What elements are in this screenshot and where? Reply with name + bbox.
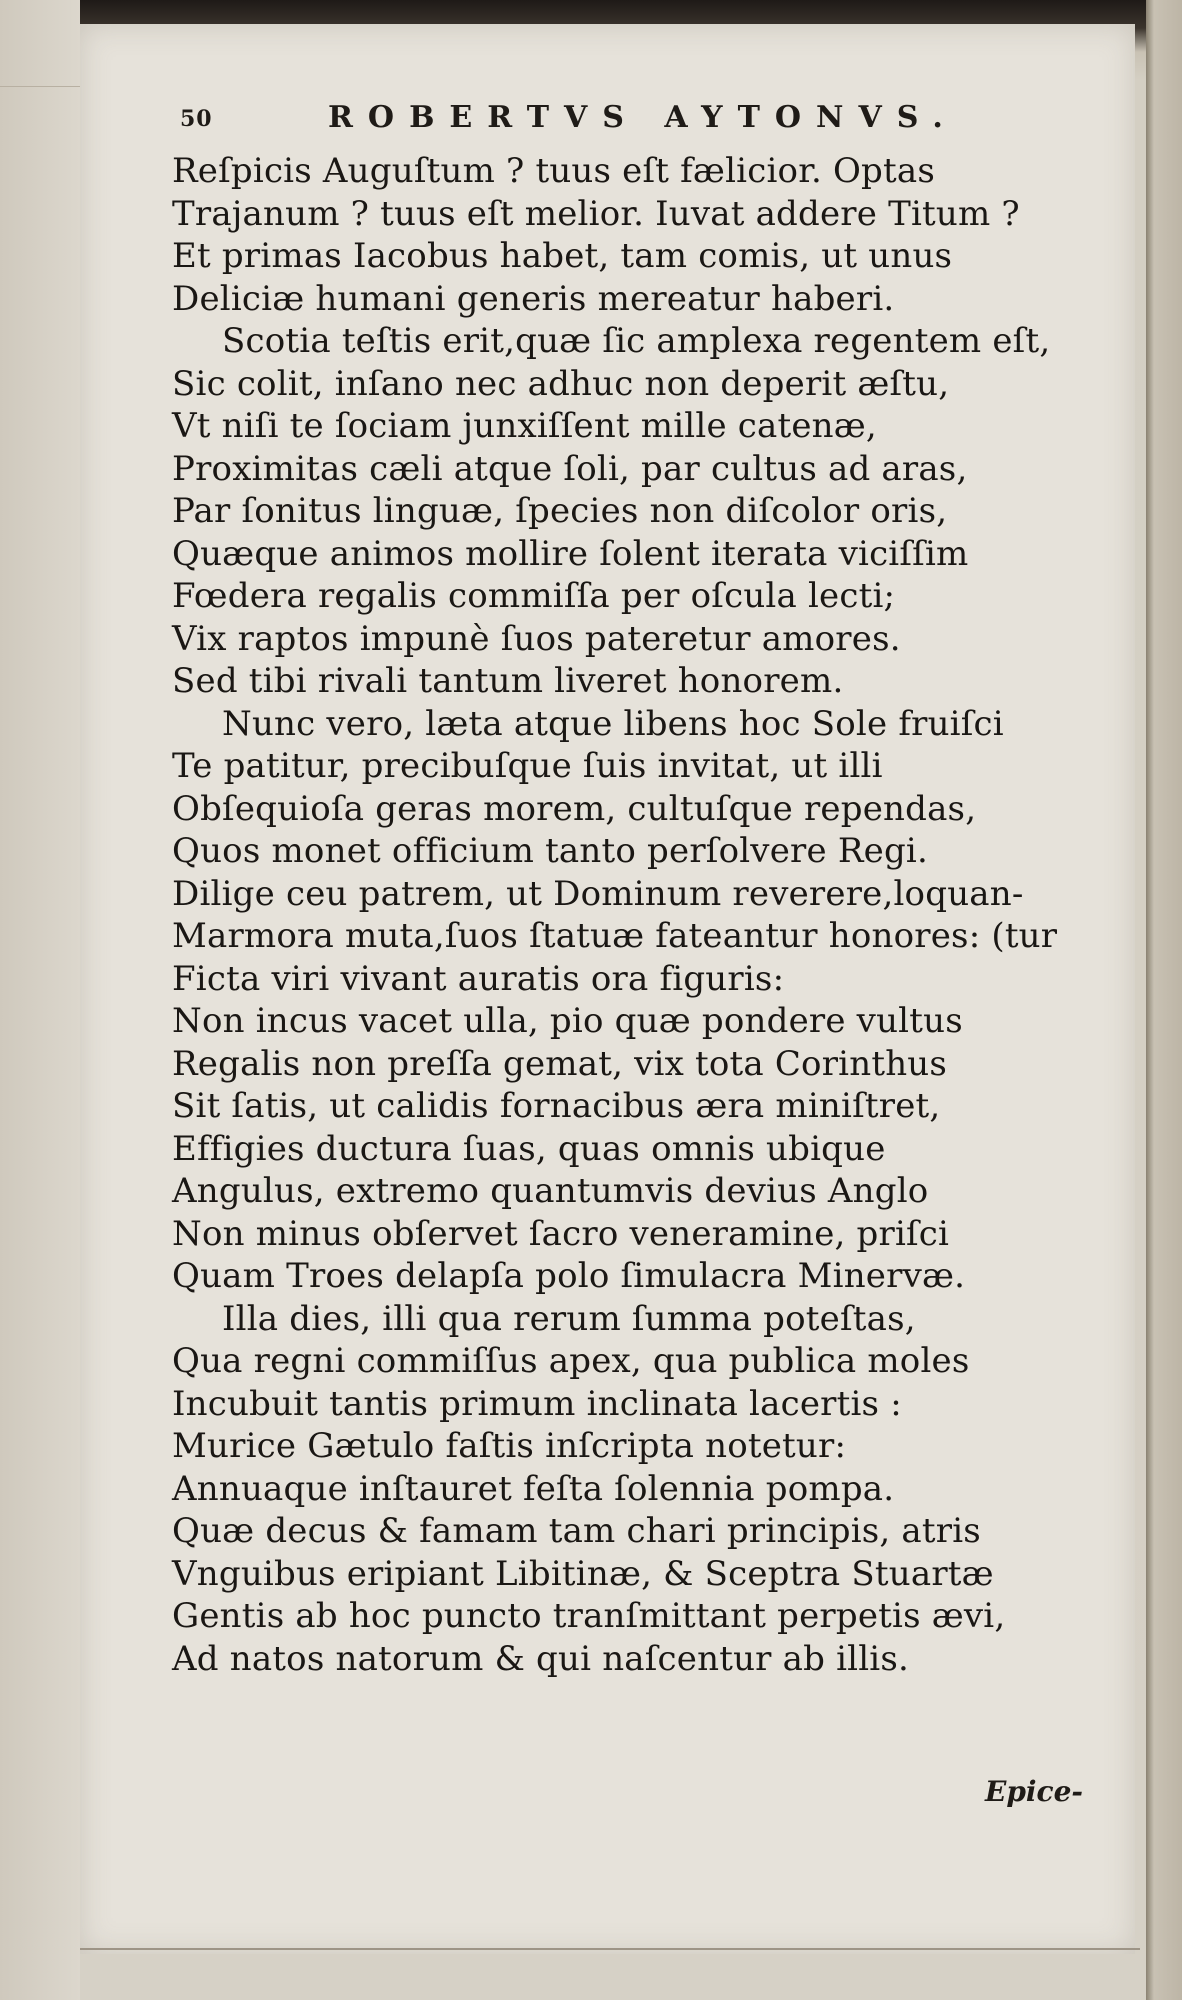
- verse-line: Quæque animos mollire ſolent iterata viciſſim: [172, 533, 969, 574]
- verse-line: Ad natos natorum & qui naſcentur ab illis.: [172, 1638, 910, 1679]
- poem-text: [172, 150, 1102, 1680]
- page-header: [180, 100, 960, 140]
- verse-line: Angulus, extremo quantumvis devius Anglo: [172, 1171, 929, 1211]
- verse-line: Effigies ductura ſuas, quas omnis ubique: [172, 1128, 886, 1169]
- verse-line: Trajanum ? tuus eſt melior. Iuvat addere Titum ?: [172, 193, 1020, 234]
- verse-line: Quos monet officium tanto perſolvere Regi.: [172, 831, 928, 871]
- facing-page-rule: [0, 86, 80, 87]
- verse-line: Par ſonitus linguæ, ſpecies non diſcolor oris,: [172, 491, 948, 531]
- page-number: 50: [180, 106, 213, 132]
- verse-line: Scotia teſtis erit,quæ ſic amplexa regentem eſt,: [222, 321, 1051, 361]
- verse-line: Deliciæ humani generis mereatur haberi.: [172, 278, 895, 319]
- verse-line: Annuaque inſtauret feſta ſolennia pompa.: [172, 1468, 895, 1509]
- verse-line: Te patitur, precibuſque ſuis invitat, ut illi: [172, 746, 883, 786]
- verse-line: Vt niſi te ſociam junxiſſent mille catenæ,: [172, 406, 877, 446]
- verse-line: Reſpicis Auguſtum ? tuus eſt fælicior. Optas: [172, 151, 935, 191]
- verse-line: Vix raptos impunè ſuos pateretur amores.: [172, 618, 901, 659]
- verse-line: Proximitas cæli atque ſoli, par cultus ad aras,: [172, 448, 968, 489]
- page-bottom-rule: [80, 1948, 1140, 1950]
- running-head: ROBERTVS AYTONVS.: [328, 100, 958, 135]
- verse-line: Non incus vacet ulla, pio quæ pondere vultus: [172, 1001, 963, 1041]
- verse-line: Murice Gætulo faſtis inſcripta notetur:: [172, 1426, 847, 1466]
- verse-line: Ficta viri vivant auratis ora figuris:: [172, 958, 785, 999]
- verse-line: Dilige ceu patrem, ut Dominum reverere,loquan-: [172, 873, 1024, 914]
- verse-line: Gentis ab hoc puncto tranſmittant perpetis ævi,: [172, 1596, 1006, 1636]
- verse-line: Sit ſatis, ut calidis fornacibus æra miniſtret,: [172, 1086, 941, 1126]
- facing-page-edge: [0, 0, 80, 2000]
- verse-line: Et primas Iacobus habet, tam comis, ut unus: [172, 236, 953, 276]
- verse-line: Fœdera regalis commiſſa per oſcula lecti;: [172, 576, 896, 616]
- page-fore-edge: [1146, 0, 1182, 2000]
- verse-line: Quam Troes delapſa polo ſimulacra Minervæ.: [172, 1256, 966, 1296]
- verse-line: Sed tibi rivali tantum liveret honorem.: [172, 661, 844, 701]
- verse-line: Nunc vero, læta atque libens hoc Sole fruiſci: [222, 703, 1004, 744]
- verse-line: Marmora muta,ſuos ſtatuæ fateantur honores: (tur: [172, 916, 1058, 956]
- verse-line: Regalis non preſſa gemat, vix tota Corinthus: [172, 1043, 948, 1084]
- verse-line: Sic colit, inſano nec adhuc non deperit æſtu,: [172, 363, 950, 404]
- verse-line: Incubuit tantis primum inclinata lacertis :: [172, 1383, 902, 1424]
- verse-line: Illa dies, illi qua rerum ſumma poteſtas,: [222, 1298, 916, 1339]
- catchword: Epice-: [985, 1775, 1084, 1808]
- verse-line: Qua regni commiſſus apex, qua publica moles: [172, 1341, 970, 1381]
- verse-line: Obſequioſa geras morem, cultuſque rependas,: [172, 788, 977, 829]
- verse-line: Quæ decus & famam tam chari principis, atris: [172, 1511, 981, 1551]
- verse-line: Vnguibus eripiant Libitinæ, & Sceptra Stuartæ: [172, 1553, 994, 1594]
- verse-line: Non minus obſervet ſacro veneramine, priſci: [172, 1213, 950, 1254]
